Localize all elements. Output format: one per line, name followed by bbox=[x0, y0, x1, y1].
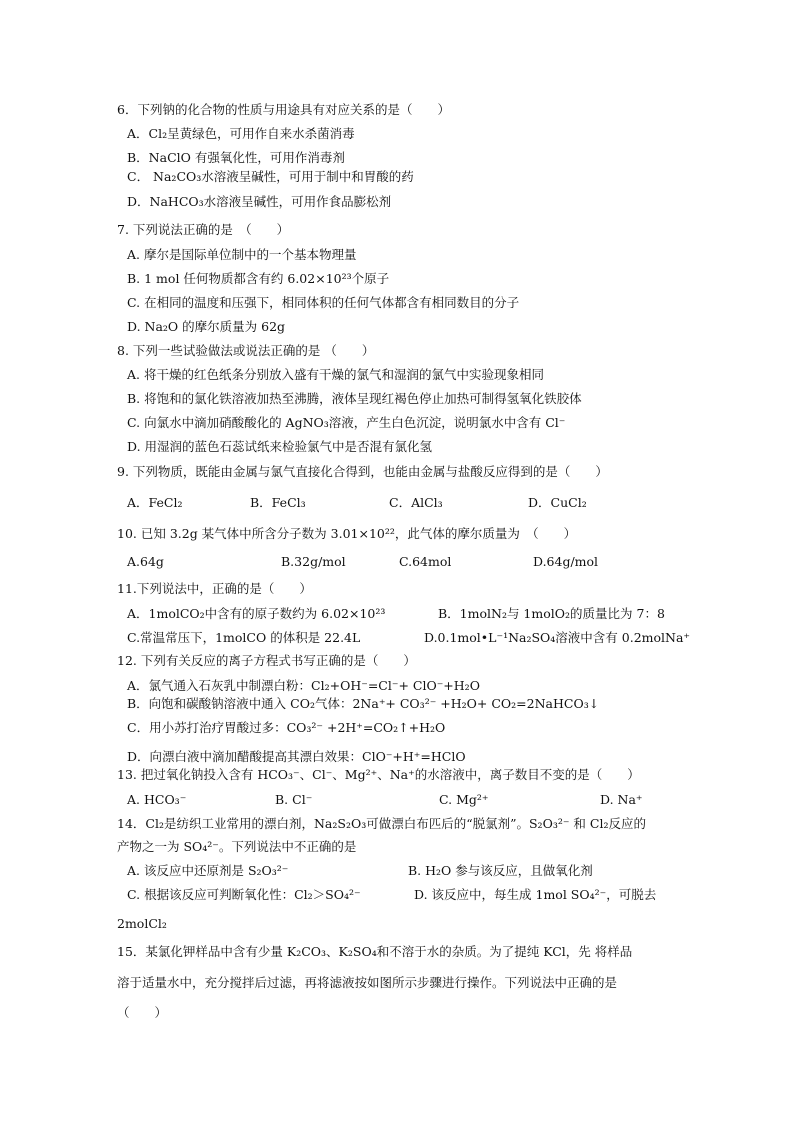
question-8-option-b: B. 将饱和的氯化铁溶液加热至沸腾，液体呈现红褐色停止加热可制得氢氧化铁胶体 bbox=[127, 391, 582, 406]
question-14-option-d-continued: 2molCl₂ bbox=[117, 916, 167, 931]
question-8-option-a: A. 将干燥的红色纸条分别放入盛有干燥的氯气和湿润的氯气中实验现象相同 bbox=[127, 367, 544, 382]
question-6-option-c: C． Na₂CO₃水溶液呈碱性，可用于制中和胃酸的药 bbox=[127, 169, 414, 184]
question-15-answer-blank: （ ） bbox=[117, 1005, 168, 1020]
question-11-option-b: B．1molN₂与 1molO₂的质量比为 7：8 bbox=[438, 606, 665, 621]
question-14-stem-continued: 产物之一为 SO₄²⁻。下列说法中不正确的是 bbox=[117, 839, 357, 854]
question-7-stem: 7. 下列说法正确的是 （ ） bbox=[117, 222, 290, 237]
question-9-option-c: C．AlCl₃ bbox=[389, 495, 443, 510]
question-15-stem: 15．某氯化钾样品中含有少量 K₂CO₃、K₂SO₄和不溶于水的杂质。为了提纯 KCl，先 将样品 bbox=[117, 944, 633, 959]
question-13-option-b: B. Cl⁻ bbox=[275, 792, 313, 807]
question-9-option-d: D．CuCl₂ bbox=[528, 495, 587, 510]
question-9-stem: 9. 下列物质，既能由金属与氯气直接化合得到，也能由金属与盐酸反应得到的是（ ） bbox=[117, 464, 608, 479]
question-11-option-c: C.常温常压下，1molCO 的体积是 22.4L bbox=[127, 630, 361, 645]
question-12-option-b: B．向饱和碳酸钠溶液中通入 CO₂气体：2Na⁺+ CO₃²⁻ +H₂O+ CO₂=2NaHCO₃↓ bbox=[127, 696, 600, 711]
question-11-stem: 11.下列说法中，正确的是（ ） bbox=[117, 581, 312, 596]
question-10-option-c: C.64mol bbox=[399, 554, 452, 569]
question-14-option-d: D. 该反应中，每生成 1mol SO₄²⁻，可脱去 bbox=[414, 887, 657, 902]
question-13-option-a: A. HCO₃⁻ bbox=[127, 792, 187, 807]
question-7-option-b: B. 1 mol 任何物质都含有约 6.02×10²³个原子 bbox=[127, 271, 390, 286]
question-9-option-a: A．FeCl₂ bbox=[127, 495, 183, 510]
question-13-option-d: D. Na⁺ bbox=[600, 792, 643, 807]
question-8-option-d: D. 用湿润的蓝色石蕊试纸来检验氯气中是否混有氯化氢 bbox=[127, 439, 433, 454]
question-12-option-d: D．向漂白液中滴加醋酸提高其漂白效果：ClO⁻+H⁺=HClO bbox=[127, 749, 466, 764]
question-14-option-a: A. 该反应中还原剂是 S₂O₃²⁻ bbox=[127, 863, 289, 878]
question-6-option-a: A．Cl₂呈黄绿色，可用作自来水杀菌消毒 bbox=[127, 126, 355, 141]
question-9-option-b: B．FeCl₃ bbox=[250, 495, 306, 510]
question-12-option-a: A．氯气通入石灰乳中制漂白粉：Cl₂+OH⁻=Cl⁻+ ClO⁻+H₂O bbox=[127, 678, 480, 693]
question-10-option-a: A.64g bbox=[127, 554, 164, 569]
question-11-option-a: A．1molCO₂中含有的原子数约为 6.02×10²³ bbox=[127, 606, 386, 621]
question-8-option-c: C. 向氯水中滴加硝酸酸化的 AgNO₃溶液，产生白色沉淀，说明氯水中含有 Cl⁻ bbox=[127, 415, 566, 430]
question-6-option-d: D．NaHCO₃水溶液呈碱性，可用作食品膨松剂 bbox=[127, 194, 392, 209]
question-10-stem: 10. 已知 3.2g 某气体中所含分子数为 3.01×10²²，此气体的摩尔质量为 （ ） bbox=[117, 526, 577, 541]
question-10-option-d: D.64g/mol bbox=[533, 554, 599, 569]
question-6-option-b: B．NaClO 有强氧化性，可用作消毒剂 bbox=[127, 150, 345, 165]
question-7-option-d: D. Na₂O 的摩尔质量为 62g bbox=[127, 319, 286, 334]
question-14-stem: 14．Cl₂是纺织工业常用的漂白剂，Na₂S₂O₃可做漂白布匹后的“脱氯剂”。S₂O₃²⁻ 和 Cl₂反应的 bbox=[117, 816, 646, 831]
question-13-option-c: C. Mg²⁺ bbox=[439, 792, 489, 807]
question-12-option-c: C．用小苏打治疗胃酸过多：CO₃²⁻ +2H⁺=CO₂↑+H₂O bbox=[127, 720, 446, 735]
question-10-option-b: B.32g/mol bbox=[281, 554, 346, 569]
question-6-stem: 6．下列钠的化合物的性质与用途具有对应关系的是（ ） bbox=[117, 102, 450, 117]
question-14-option-b: B. H₂O 参与该反应，且做氧化剂 bbox=[408, 863, 593, 878]
question-7-option-a: A. 摩尔是国际单位制中的一个基本物理量 bbox=[127, 247, 357, 262]
question-14-option-c: C. 根据该反应可判断氧化性：Cl₂＞SO₄²⁻ bbox=[127, 887, 361, 902]
question-15-stem-continued: 溶于适量水中，充分搅拌后过滤，再将滤液按如图所示步骤进行操作。下列说法中正确的是 bbox=[117, 975, 618, 990]
question-7-option-c: C. 在相同的温度和压强下，相同体积的任何气体都含有相同数目的分子 bbox=[127, 295, 520, 310]
question-8-stem: 8. 下列一些试验做法或说法正确的是 （ ） bbox=[117, 343, 375, 358]
question-13-stem: 13. 把过氧化钠投入含有 HCO₃⁻、Cl⁻、Mg²⁺、Na⁺的水溶液中，离子数目不变的是（ ） bbox=[117, 767, 640, 782]
question-11-option-d: D.0.1mol•L⁻¹Na₂SO₄溶液中含有 0.2molNa⁺ bbox=[424, 630, 691, 645]
question-12-stem: 12. 下列有关反应的离子方程式书写正确的是（ ） bbox=[117, 653, 416, 668]
